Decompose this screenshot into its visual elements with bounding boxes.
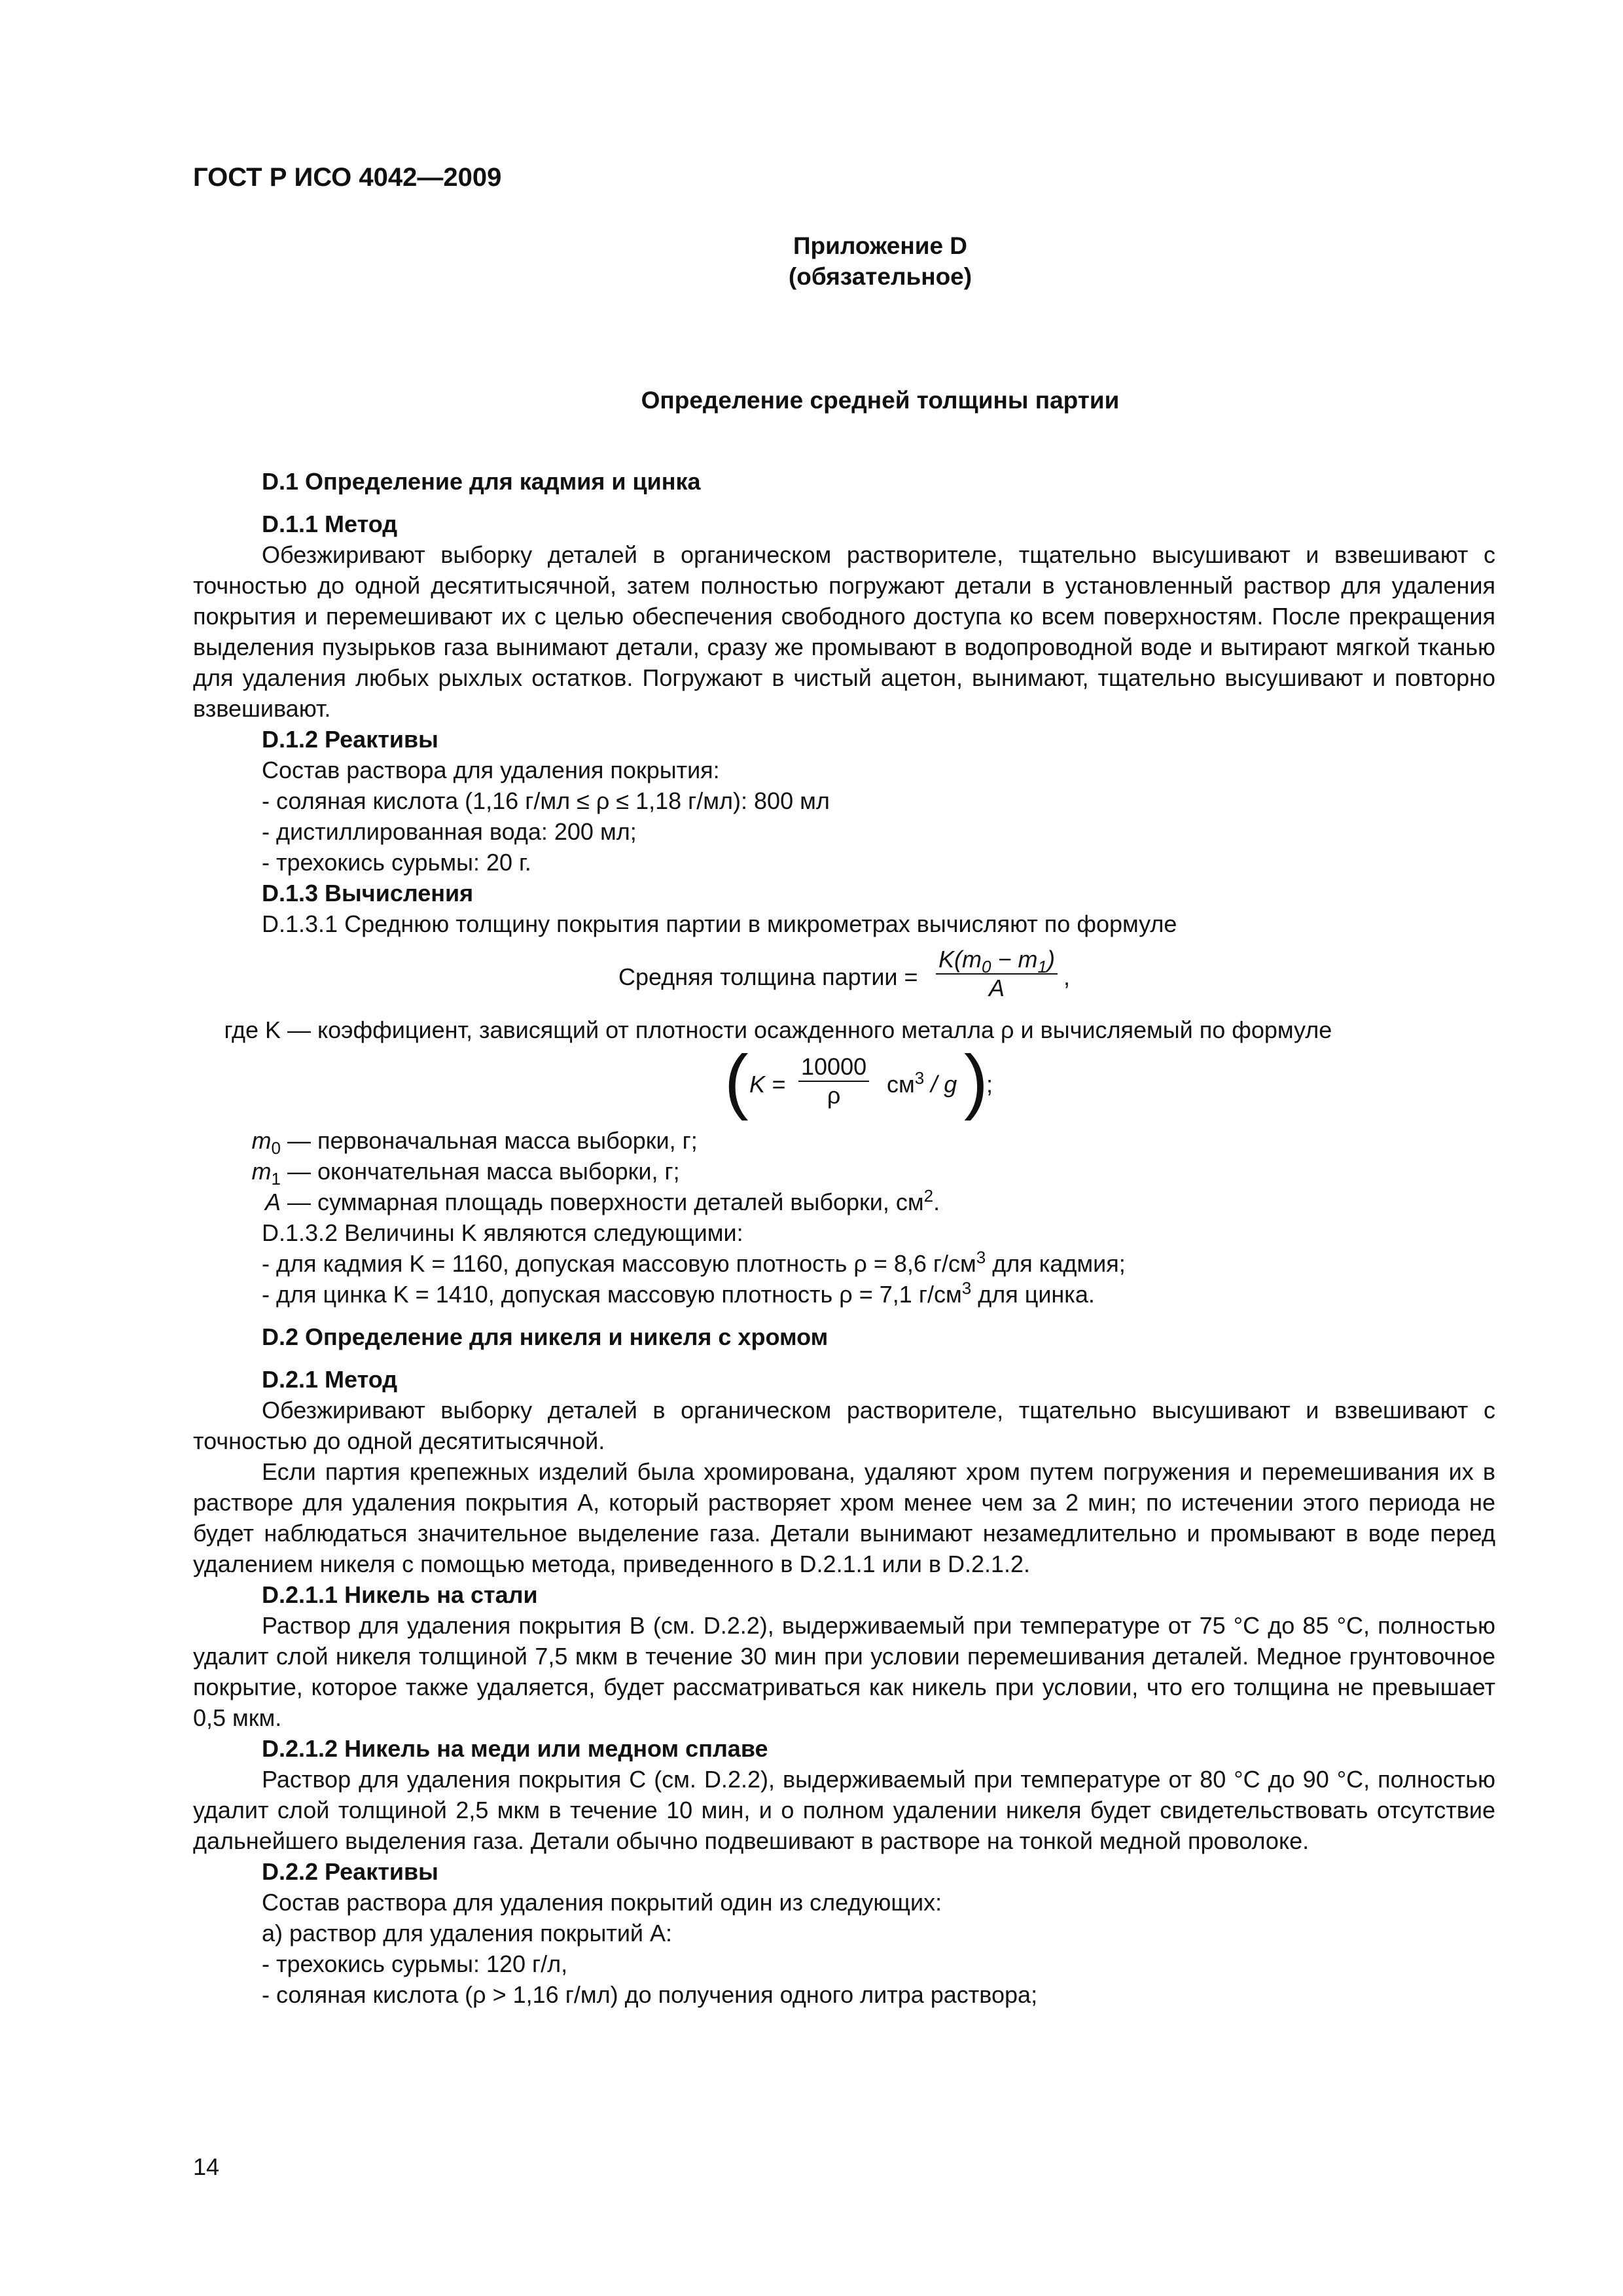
formula-denominator: A (988, 975, 1005, 1001)
annex-heading (0, 230, 1623, 292)
subsection-heading-d11: D.1.1 Метод (262, 511, 398, 537)
formula-coefficient-k (193, 1041, 1495, 1125)
paragraph-d132: D.1.3.2 Величины K являются следующими: (262, 1219, 743, 1246)
list-item: - для цинка K = 1410, допуская массовую плотность ρ = 7,1 $г/см^3$ для цинка. (262, 1278, 1095, 1308)
paragraph-d11: Обезжиривают выборку деталей в органическом растворителе, тщательно высушивают и взвешивают с точностью до одной десятитысячной, затем полностью погружают детали в установленный раствор для удаления покрытия и перемешивают их с целью обеспечения свободного доступа ко всем поверхностям. После прекращения выделения пузырьков газа вынимают детали, сразу же промывают в водопроводной воде и вытирают мягкой тканью для удаления любых рыхлых остатков. Погружают в чистый ацетон, вынимают, тщательно высушивают и повторно взвешивают. (193, 541, 1495, 722)
k-left: K = (749, 1071, 786, 1098)
paragraph-d22-intro: Состав раствора для удаления покрытий один из следующих: (262, 1889, 942, 1916)
paragraph-d12-intro: Состав раствора для удаления покрытия: (262, 757, 720, 783)
definition-row (193, 1125, 1495, 1156)
subsection-heading-d21: D.2.1 Метод (262, 1366, 398, 1393)
where-symbol: где K — (224, 1016, 311, 1043)
definition-text: окончательная масса выборки, г; (317, 1158, 680, 1185)
definition-row (193, 1156, 1495, 1187)
subsection-heading-d211: D.2.1.1 Никель на стали (262, 1581, 538, 1608)
section-heading-d1: D.1 Определение для кадмия и цинка (262, 468, 701, 495)
paragraph-d131: D.1.3.1 Среднюю толщину покрытия партии в микрометрах вычисляют по формуле (262, 910, 1177, 937)
main-title (0, 385, 1623, 416)
open-paren: ( (724, 1041, 749, 1121)
paragraph-d21-2: Если партия крепежных изделий была хромирована, удаляют хром путем погружения и перемешивания их в растворе для удаления покрытия A, который растворяет хром менее чем за 2 мин; по истечении этого периода не будет наблюдаться значительное выделение газа. Детали вынимают незамедлительно и промывают в воде перед удалением никеля с помощью метода, приведенного в D.2.1.1 или в D.2.1.2. (193, 1458, 1495, 1577)
paragraph-d211: Раствор для удаления покрытия B (см. D.2.2), выдерживаемый при температуре от 75 °С до 85 °С, полностью удалит слой никеля толщиной 7,5 мкм в течение 30 мин при условии перемешивания деталей. Медное грунтовочное покрытие, которое также удаляется, будет рассматриваться как никель при условии, что его толщина не превышает 0,5 мкм. (193, 1612, 1495, 1731)
where-definition (193, 1014, 1495, 1045)
formula-comma: , (1063, 963, 1071, 990)
subsection-heading-d12: D.1.2 Реактивы (262, 726, 438, 753)
list-item: - трехокись сурьмы: 20 г. (262, 849, 531, 876)
annex-title: Приложение D (793, 232, 968, 259)
list-item: a) раствор для удаления покрытий A: (262, 1920, 673, 1946)
close-paren: ) (964, 1041, 988, 1121)
list-item: - трехокись сурьмы: 120 г/л, (262, 1950, 568, 1977)
subsection-heading-d22: D.2.2 Реактивы (262, 1858, 438, 1885)
symbol-definitions (193, 1125, 1495, 1217)
k-fraction (798, 1053, 869, 1109)
definition-symbol: $m_1$ — (251, 1158, 311, 1189)
annex-status: (обязательное) (788, 263, 972, 290)
formula-numerator: $K(m_0 - m_1)$ (936, 946, 1058, 975)
paragraph-d212: Раствор для удаления покрытия C (см. D.2.2), выдерживаемый при температуре от 80 °С до 90 °С, полностью удалит слой толщиной 2,5 мкм в течение 10 мин, и о полном удалении никеля будет свидетельствовать отсутствие дальнейшего выделения газа. Детали обычно подвешивают в растворе на тонкой медной проволоке. (193, 1766, 1495, 1854)
definition-text: первоначальная масса выборки, г; (317, 1127, 698, 1154)
list-item: - соляная кислота (1,16 г/мл ≤ ρ ≤ 1,18 г/мл): 800 мл (262, 787, 830, 814)
formula-label: Средняя толщина партии = (618, 963, 918, 990)
section-heading-d2: D.2 Определение для никеля и никеля с хромом (262, 1323, 829, 1350)
list-item: - соляная кислота (ρ > 1,16 г/мл) до получения одного литра раствора; (262, 1981, 1038, 2008)
formula-fraction (936, 946, 1058, 1002)
formula-average-thickness (193, 939, 1495, 1014)
definition-row (193, 1187, 1495, 1217)
definition-symbol: A — (264, 1189, 311, 1215)
document-header: ГОСТ Р ИСО 4042—2009 (193, 163, 502, 192)
k-semicolon: ; (986, 1071, 993, 1098)
definition-text: суммарная площадь поверхности деталей выборки, $см^2$. (317, 1186, 940, 1215)
list-item: - дистиллированная вода: 200 мл; (262, 818, 637, 845)
subsection-heading-d13: D.1.3 Вычисления (262, 880, 474, 906)
main-title-text: Определение средней толщины партии (641, 387, 1120, 414)
where-text: коэффициент, зависящий от плотности осажденного металла ρ и вычисляемый по формуле (317, 1016, 1332, 1043)
page-number: 14 (193, 2153, 220, 2180)
k-numerator: 10000 (798, 1053, 869, 1082)
k-denominator: ρ (827, 1082, 841, 1109)
paragraph-d21-1: Обезжиривают выборку деталей в органическом растворителе, тщательно высушивают и взвешивают с точностью до одной десятитысячной. (193, 1397, 1495, 1454)
document-body (193, 466, 1495, 2010)
subsection-heading-d212: D.2.1.2 Никель на меди или медном сплаве (262, 1735, 768, 1762)
list-item: - для кадмия K = 1160, допуская массовую плотность ρ = 8,6 $г/см^3$ для кадмия; (262, 1247, 1126, 1277)
definition-symbol: $m_0$ — (251, 1127, 311, 1158)
k-unit: $см^3$ / g (887, 1068, 957, 1098)
